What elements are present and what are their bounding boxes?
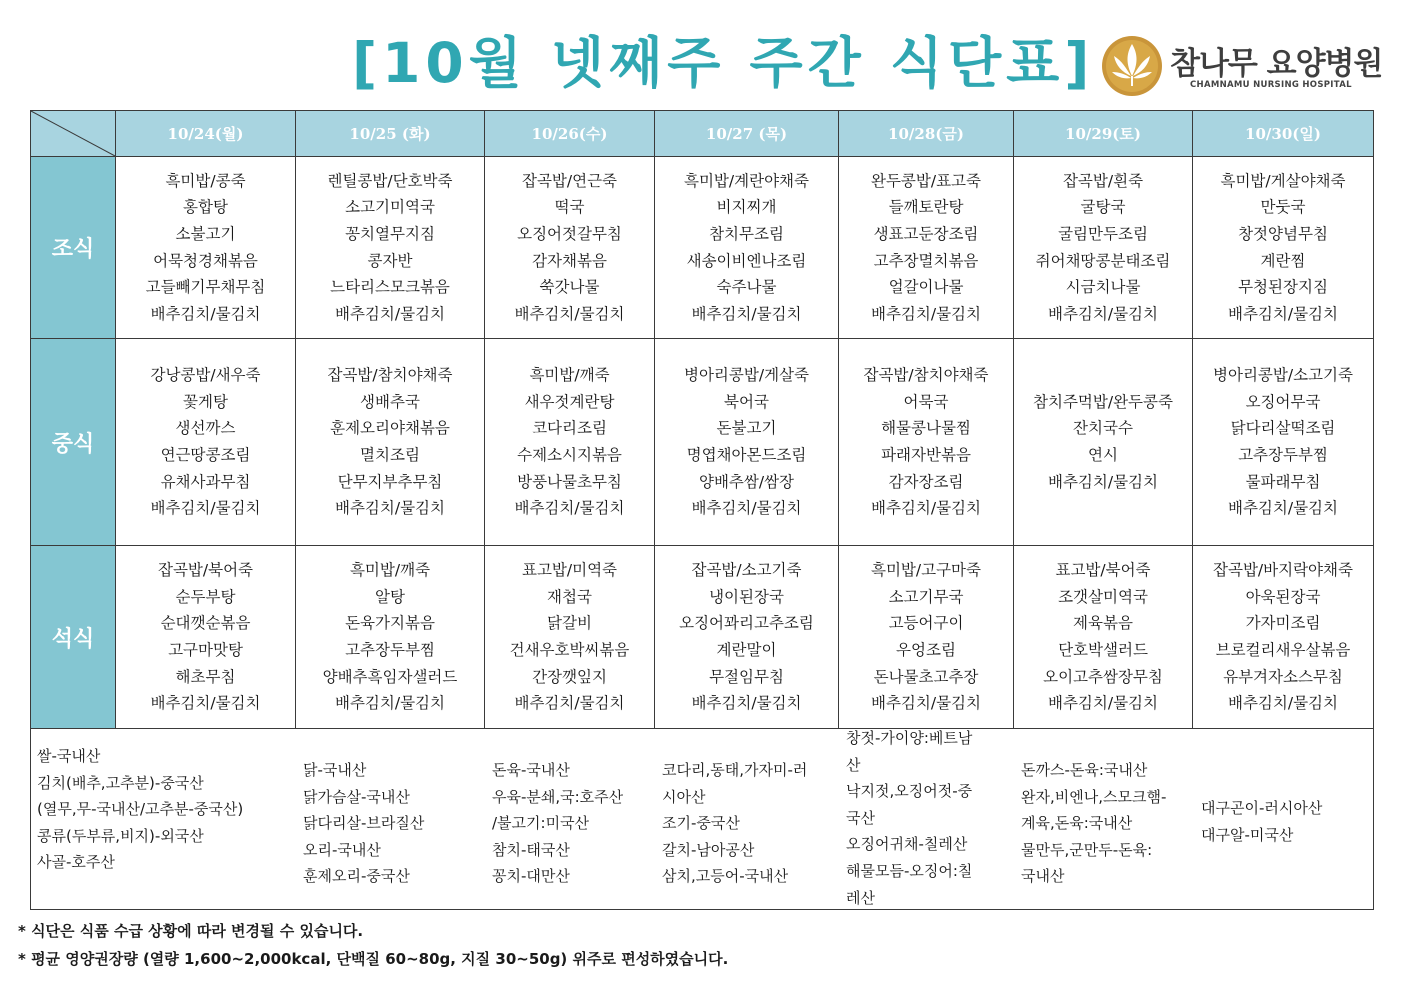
origin-line: 참치-태국산 xyxy=(492,840,570,859)
menu-item: 새우젓계란탕 xyxy=(524,392,615,411)
menu-item: 잡곡밥/흰죽 xyxy=(1062,171,1144,190)
menu-item: 완두콩밥/표고죽 xyxy=(870,171,982,190)
meal-label: 중식 xyxy=(31,339,116,546)
menu-item: 수제소시지볶음 xyxy=(517,446,622,464)
menu-item: 건새우호박씨볶음 xyxy=(509,641,630,659)
menu-cell xyxy=(116,546,296,729)
footnotes xyxy=(18,917,728,973)
origin-line: 콩류(두부류,비지)-외국산 xyxy=(37,826,204,845)
hospital-subtitle: CHAMNAMU NURSING HOSPITAL xyxy=(1190,80,1352,90)
day-header: 10/25 (화) xyxy=(296,111,485,157)
origin-block xyxy=(662,757,807,890)
menu-item: 양배추흑임자샐러드 xyxy=(322,667,458,686)
menu-item: 오징어젓갈무침 xyxy=(517,224,622,243)
menu-item: 생배추국 xyxy=(360,392,420,411)
menu-item: 배추김치/물김치 xyxy=(150,499,261,518)
dinner-row xyxy=(31,546,1374,729)
menu-item: 양배추쌈/쌈장 xyxy=(698,472,795,491)
menu-item: 알탕 xyxy=(375,587,405,606)
menu-item: 새송이비엔나조림 xyxy=(686,251,807,270)
oak-leaf-logo-icon xyxy=(1100,34,1164,98)
menu-item: 오이고추쌈장무침 xyxy=(1043,667,1163,686)
menu-item: 고추장멸치볶음 xyxy=(873,251,979,270)
menu-item: 창젓양념무침 xyxy=(1238,224,1328,243)
menu-item: 순두부탕 xyxy=(175,587,236,606)
origin-line: 레산 xyxy=(846,888,875,907)
meal-label: 조식 xyxy=(31,157,116,339)
menu-cell xyxy=(655,339,839,546)
menu-item: 배추김치/물김치 xyxy=(691,694,802,713)
origin-line: 돈까스-돈육:국내산 xyxy=(1021,761,1148,779)
day-header: 10/28(금) xyxy=(839,111,1014,157)
origin-line: 갈치-남아공산 xyxy=(662,840,755,859)
origin-block xyxy=(303,757,424,890)
origin-line: 훈제오리-중국산 xyxy=(303,867,410,886)
hospital-name: 참나무 요양병원 xyxy=(1170,46,1383,82)
header-row xyxy=(31,111,1374,157)
menu-item: 돈육가지볶음 xyxy=(345,614,435,633)
menu-item: 조갯살미역국 xyxy=(1058,587,1148,606)
menu-item: 배추김치/물김치 xyxy=(870,304,982,323)
origin-block xyxy=(37,743,243,876)
menu-item: 생선까스 xyxy=(175,419,236,438)
menu-item: 배추김치/물김치 xyxy=(691,304,802,323)
menu-item: 시금치나물 xyxy=(1065,278,1141,297)
menu-item: 배추김치/물김치 xyxy=(1227,304,1339,323)
menu-item: 닭다리살떡조림 xyxy=(1230,419,1336,438)
day-header: 10/24(월) xyxy=(116,111,296,157)
menu-cell xyxy=(485,339,655,546)
menu-item: 고추장두부찜 xyxy=(1238,446,1328,464)
menu-cell xyxy=(1193,157,1374,339)
menu-item: 배추김치/물김치 xyxy=(870,499,982,518)
menu-item: 브로컬리새우살볶음 xyxy=(1215,641,1351,659)
menu-item: 굴탕국 xyxy=(1080,198,1126,217)
menu-item: 만둣국 xyxy=(1260,198,1306,217)
breakfast-row xyxy=(31,157,1374,339)
menu-cell xyxy=(655,157,839,339)
menu-item: 강낭콩밥/새우죽 xyxy=(150,366,261,385)
menu-item: 해물콩나물찜 xyxy=(881,419,971,438)
origin-line: 삼치,고등어-국내산 xyxy=(662,867,789,886)
menu-item: 어묵국 xyxy=(903,392,949,411)
menu-cell xyxy=(116,339,296,546)
origin-row xyxy=(31,729,1374,910)
hospital-logo xyxy=(1100,32,1383,98)
menu-cell xyxy=(116,157,296,339)
menu-item: 파래자반볶음 xyxy=(881,446,971,464)
origin-line: /불고기:미국산 xyxy=(492,814,590,833)
menu-item: 표고밥/미역죽 xyxy=(521,561,618,580)
menu-item: 병아리콩밥/소고기죽 xyxy=(1213,366,1353,385)
menu-item: 배추김치/물김치 xyxy=(1227,499,1339,518)
menu-item: 냉이된장국 xyxy=(709,587,784,606)
menu-item: 무절임무침 xyxy=(709,667,784,686)
menu-item: 홍합탕 xyxy=(183,198,228,217)
footnote: * 식단은 식품 수급 상황에 따라 변경될 수 있습니다. xyxy=(18,922,364,940)
origin-line: 쌀-국내산 xyxy=(37,747,101,765)
menu-cell xyxy=(485,157,655,339)
menu-item: 단무지부추무침 xyxy=(337,472,443,491)
menu-item: 꽃게탕 xyxy=(183,392,228,411)
menu-item: 배추김치/물김치 xyxy=(691,499,802,518)
origin-line: 김치(배추,고추분)-중국산 xyxy=(37,773,204,792)
menu-item: 코다리조림 xyxy=(532,419,607,438)
origin-line: 오리-국내산 xyxy=(303,840,381,859)
origin-info xyxy=(31,729,1374,910)
menu-item: 흑미밥/고구마죽 xyxy=(870,561,982,580)
menu-item: 해초무침 xyxy=(175,667,236,686)
menu-item: 콩자반 xyxy=(367,251,413,270)
origin-line: 닭-국내산 xyxy=(303,761,367,779)
menu-item: 배추김치/물김치 xyxy=(514,694,625,713)
menu-item: 비지찌개 xyxy=(716,198,777,217)
origin-line: 계육,돈육:국내산 xyxy=(1021,814,1133,833)
origin-line: 사골-호주산 xyxy=(37,853,115,872)
menu-item: 단호박샐러드 xyxy=(1058,641,1148,659)
menu-item: 순대깻순볶음 xyxy=(160,614,251,633)
menu-item: 북어국 xyxy=(724,392,769,411)
menu-cell xyxy=(296,157,485,339)
menu-item: 배추김치/물김치 xyxy=(334,694,446,713)
menu-item: 고구마맛탕 xyxy=(168,641,243,659)
menu-cell xyxy=(1014,157,1193,339)
origin-line: 완자,비엔나,스모크햄- xyxy=(1021,787,1167,806)
corner-cell xyxy=(31,111,116,157)
day-header: 10/27 (목) xyxy=(655,111,839,157)
menu-item: 잡곡밥/참치야채죽 xyxy=(863,366,989,385)
origin-line: 산 xyxy=(846,755,861,774)
menu-item: 연시 xyxy=(1088,446,1118,464)
menu-item: 얼갈이나물 xyxy=(888,278,964,297)
origin-line: 국산 xyxy=(846,808,875,827)
menu-cell xyxy=(839,339,1014,546)
origin-line: 국내산 xyxy=(1021,867,1065,886)
origin-line: 대구알-미국산 xyxy=(1201,825,1294,844)
menu-item: 무청된장지짐 xyxy=(1238,278,1328,297)
origin-line: 시아산 xyxy=(662,787,706,806)
menu-item: 배추김치/물김치 xyxy=(514,499,625,518)
menu-item: 배추김치/물김치 xyxy=(1227,694,1339,713)
menu-item: 제육볶음 xyxy=(1073,614,1133,633)
menu-item: 우엉조림 xyxy=(896,641,956,659)
menu-item: 느타리스모크볶음 xyxy=(330,278,450,297)
menu-table xyxy=(30,110,1374,910)
menu-item: 고등어구이 xyxy=(888,614,964,633)
origin-line: 우육-분쇄,국:호주산 xyxy=(492,787,624,806)
menu-item: 고들빼기무채무침 xyxy=(145,278,266,297)
origin-block xyxy=(1021,757,1166,890)
menu-item: 소고기미역국 xyxy=(345,198,435,217)
origin-line: 돈육-국내산 xyxy=(492,761,570,779)
menu-item: 잡곡밥/참치야채죽 xyxy=(327,366,453,385)
menu-cell xyxy=(839,546,1014,729)
menu-item: 표고밥/북어죽 xyxy=(1055,561,1151,580)
menu-item: 오징어꽈리고추조림 xyxy=(679,614,814,633)
menu-item: 숙주나물 xyxy=(716,278,777,297)
meal-label: 석식 xyxy=(31,546,116,729)
menu-cell xyxy=(1014,339,1193,546)
menu-item: 배추김치/물김치 xyxy=(150,304,261,323)
menu-item: 들깨토란탕 xyxy=(888,198,964,217)
menu-item: 돈불고기 xyxy=(716,419,777,438)
menu-item: 배추김치/물김치 xyxy=(1047,472,1159,491)
menu-item: 소고기무국 xyxy=(888,587,964,606)
origin-block xyxy=(492,757,623,890)
menu-item: 어묵청경채볶음 xyxy=(153,251,258,270)
day-header: 10/26(수) xyxy=(485,111,655,157)
origin-line: 낙지젓,오징어젓-중 xyxy=(846,782,973,801)
menu-item: 명엽채아몬드조림 xyxy=(686,446,807,464)
menu-item: 쑥갓나물 xyxy=(539,278,600,297)
menu-item: 배추김치/물김치 xyxy=(514,304,625,323)
menu-item: 돈나물초고추장 xyxy=(873,667,979,686)
menu-cell xyxy=(839,157,1014,339)
origin-block xyxy=(846,725,972,911)
menu-item: 떡국 xyxy=(554,198,585,217)
menu-item: 훈제오리야채볶음 xyxy=(330,419,450,438)
menu-item: 연근땅콩조림 xyxy=(160,446,251,464)
menu-item: 병아리콩밥/게살죽 xyxy=(683,366,809,385)
day-header: 10/29(토) xyxy=(1014,111,1193,157)
lunch-row xyxy=(31,339,1374,546)
origin-block xyxy=(1201,795,1322,848)
menu-item: 고추장두부찜 xyxy=(345,641,435,659)
menu-item: 잡곡밥/북어죽 xyxy=(157,561,254,580)
day-header: 10/30(일) xyxy=(1193,111,1374,157)
menu-item: 계란찜 xyxy=(1260,251,1306,270)
menu-item: 유부겨자소스무침 xyxy=(1223,667,1343,686)
menu-item: 잡곡밥/소고기죽 xyxy=(691,561,802,580)
origin-line: 물만두,군만두-돈육: xyxy=(1021,840,1153,859)
menu-item: 배추김치/물김치 xyxy=(334,499,446,518)
menu-item: 흑미밥/깨죽 xyxy=(349,561,431,580)
menu-item: 쥐어채땅콩분태조림 xyxy=(1035,251,1171,270)
menu-item: 흑미밥/깨죽 xyxy=(529,366,610,385)
origin-line: (열무,무-국내산/고추분-중국산) xyxy=(37,800,244,819)
menu-item: 닭갈비 xyxy=(547,614,592,633)
origin-line: 창젓-가이양:베트남 xyxy=(846,729,973,747)
menu-item: 배추김치/물김치 xyxy=(334,304,446,323)
menu-item: 잡곡밥/바지락야채죽 xyxy=(1213,561,1353,580)
menu-cell xyxy=(296,339,485,546)
menu-item: 아욱된장국 xyxy=(1245,587,1321,606)
menu-item: 배추김치/물김치 xyxy=(1047,694,1159,713)
origin-line: 코다리,동태,가자미-러 xyxy=(662,761,808,779)
origin-line: 닭가슴살-국내산 xyxy=(303,787,410,806)
menu-cell xyxy=(1193,339,1374,546)
menu-cell xyxy=(1193,546,1374,729)
menu-item: 물파래무침 xyxy=(1245,472,1321,491)
origin-line: 해물모듬-오징어:칠 xyxy=(846,861,973,880)
menu-item: 배추김치/물김치 xyxy=(1047,304,1159,323)
menu-item: 흑미밥/게살야채죽 xyxy=(1220,171,1346,190)
menu-item: 오징어무국 xyxy=(1245,392,1321,411)
menu-cell xyxy=(655,546,839,729)
menu-item: 배추김치/물김치 xyxy=(150,694,261,713)
origin-line: 꽁치-대만산 xyxy=(492,867,570,886)
menu-item: 재첩국 xyxy=(547,587,592,606)
menu-item: 생표고둔장조림 xyxy=(873,224,979,243)
menu-item: 잔치국수 xyxy=(1073,419,1133,438)
menu-item: 렌틸콩밥/단호박죽 xyxy=(327,171,453,190)
menu-item: 배추김치/물김치 xyxy=(870,694,982,713)
menu-item: 방풍나물초무침 xyxy=(517,472,622,491)
origin-line: 대구곤이-러시아산 xyxy=(1201,799,1323,817)
menu-cell xyxy=(296,546,485,729)
origin-line: 조기-중국산 xyxy=(662,814,740,833)
menu-item: 계란말이 xyxy=(716,641,777,659)
menu-item: 굴림만두조림 xyxy=(1058,224,1148,243)
page-title: [10월 넷째주 주간 식단표] xyxy=(352,31,1095,95)
menu-item: 참치주먹밥/완두콩죽 xyxy=(1033,392,1173,411)
menu-item: 흑미밥/콩죽 xyxy=(165,171,246,190)
menu-item: 잡곡밥/연근죽 xyxy=(521,171,618,190)
menu-item: 감자채볶음 xyxy=(532,251,607,270)
menu-item: 간장깻잎지 xyxy=(532,667,607,686)
menu-item: 유채사과무침 xyxy=(160,472,251,491)
menu-item: 흑미밥/계란야채죽 xyxy=(683,171,809,190)
menu-item: 참치무조림 xyxy=(709,224,784,243)
menu-item: 멸치조림 xyxy=(360,446,420,464)
footnote: * 평균 영양권장량 (열량 1,600~2,000kcal, 단백질 60~80g, 지질 30~50g) 위주로 편성하였습니다. xyxy=(18,950,729,968)
origin-line: 오징어귀채-칠레산 xyxy=(846,835,968,854)
menu-cell xyxy=(485,546,655,729)
origin-line: 닭다리살-브라질산 xyxy=(303,814,425,833)
menu-cell xyxy=(1014,546,1193,729)
menu-item: 꽁치열무지짐 xyxy=(345,224,435,243)
menu-item: 소불고기 xyxy=(175,224,236,243)
menu-item: 가자미조림 xyxy=(1245,614,1321,633)
menu-item: 감자장조림 xyxy=(888,472,964,491)
